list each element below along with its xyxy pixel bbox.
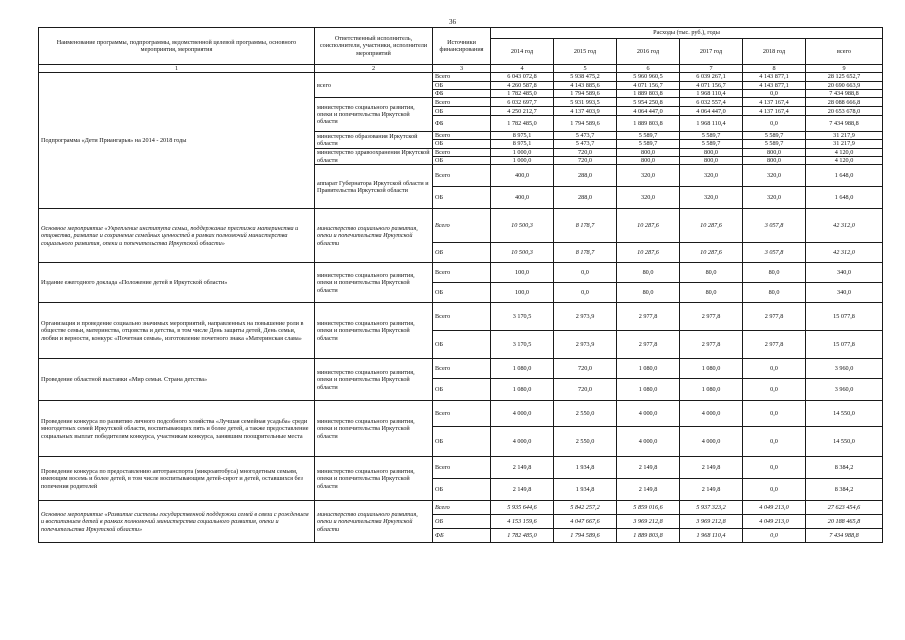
table-row xyxy=(39,303,883,331)
amount-cell: 0,0 xyxy=(743,89,806,97)
amount-cell: 0,0 xyxy=(743,427,806,457)
amount-cell: 6 039 267,1 xyxy=(680,73,743,81)
amount-cell: 720,0 xyxy=(554,379,617,401)
column-index: 3 xyxy=(433,65,491,73)
source-cell: ОБ xyxy=(433,479,491,501)
amount-cell: 6 032 697,7 xyxy=(491,98,554,107)
amount-cell: 0,0 xyxy=(743,116,806,132)
amount-cell: 1 794 589,6 xyxy=(554,116,617,132)
amount-cell: 4 260 587,8 xyxy=(491,81,554,89)
total-cell: 8 384,2 xyxy=(806,479,883,501)
amount-cell: 5 473,7 xyxy=(554,132,617,140)
total-cell: 31 217,9 xyxy=(806,140,883,148)
amount-cell: 0,0 xyxy=(743,457,806,479)
amount-cell: 5 589,7 xyxy=(680,140,743,148)
column-index: 2 xyxy=(315,65,433,73)
table-body xyxy=(39,73,883,543)
amount-cell: 5 589,7 xyxy=(617,132,680,140)
amount-cell: 8 975,1 xyxy=(491,132,554,140)
amount-cell: 4 000,0 xyxy=(617,427,680,457)
amount-cell: 1 782 485,0 xyxy=(491,116,554,132)
amount-cell: 5 473,7 xyxy=(554,140,617,148)
amount-cell: 4 137 167,4 xyxy=(743,107,806,116)
amount-cell: 4 143 885,6 xyxy=(554,81,617,89)
source-cell: ОБ xyxy=(433,331,491,359)
amount-cell: 2 149,8 xyxy=(617,457,680,479)
amount-cell: 4 049 213,0 xyxy=(743,501,806,515)
header-year: 2016 год xyxy=(617,39,680,65)
amount-cell: 80,0 xyxy=(680,263,743,283)
amount-cell: 5 589,7 xyxy=(743,140,806,148)
row-name-cell: Основное мероприятие «Развитие системы государственной поддержки семей в связи с рождением и воспитанием детей в рамках полномочий министерства социального развития, опеки и попечительства Иркутской области» xyxy=(39,501,315,543)
amount-cell: 1 968 110,4 xyxy=(680,89,743,97)
amount-cell: 5 589,7 xyxy=(680,132,743,140)
row-name-cell: Проведение конкурса по развитию личного подсобного хозяйства «Лучшая семейная усадьба» среди многодетных семей Иркутской области, воспитывающих пять и более детей, а также предоставление социальных выплат победителям конкурса, участникам конкурса, занявшим поощрительные места xyxy=(39,401,315,457)
amount-cell: 4 047 667,6 xyxy=(554,515,617,529)
amount-cell: 320,0 xyxy=(743,187,806,209)
column-index: 8 xyxy=(743,65,806,73)
source-cell: Всего xyxy=(433,303,491,331)
total-cell: 14 550,0 xyxy=(806,427,883,457)
amount-cell: 1 080,0 xyxy=(680,379,743,401)
executor-cell: министерство социального развития, опеки и попечительства Иркутской области xyxy=(315,501,433,543)
amount-cell: 1 080,0 xyxy=(491,359,554,379)
header-expenses: Расходы (тыс. руб.), годы xyxy=(491,28,883,39)
amount-cell: 1 968 110,4 xyxy=(680,116,743,132)
executor-cell: министерство социального развития, опеки и попечительства Иркутской области xyxy=(315,303,433,359)
row-name-cell: Основное мероприятие «Укрепление института семьи, поддержание престижа материнства и отцовства, развитие и сохранение семейных ценностей в рамках полномочий министерства социального развития, опеки и попечительства Иркутской области» xyxy=(39,209,315,263)
amount-cell: 1 889 803,8 xyxy=(617,89,680,97)
amount-cell: 6 043 072,8 xyxy=(491,73,554,81)
amount-cell: 100,0 xyxy=(491,283,554,303)
amount-cell: 2 550,0 xyxy=(554,401,617,427)
amount-cell: 10 287,6 xyxy=(617,209,680,243)
table-row xyxy=(39,457,883,479)
column-index: 7 xyxy=(680,65,743,73)
amount-cell: 2 977,8 xyxy=(617,303,680,331)
amount-cell: 5 859 016,6 xyxy=(617,501,680,515)
amount-cell: 720,0 xyxy=(554,148,617,156)
amount-cell: 3 057,8 xyxy=(743,243,806,263)
executor-cell: всего xyxy=(315,73,433,98)
amount-cell: 2 149,8 xyxy=(680,479,743,501)
amount-cell: 4 250 212,7 xyxy=(491,107,554,116)
source-cell: ОБ xyxy=(433,427,491,457)
executor-cell: министерство социального развития, опеки и попечительства Иркутской области xyxy=(315,98,433,132)
amount-cell: 1 934,8 xyxy=(554,457,617,479)
source-cell: Всего xyxy=(433,501,491,515)
executor-cell: министерство социального развития, опеки и попечительства Иркутской области xyxy=(315,457,433,501)
amount-cell: 10 287,6 xyxy=(680,209,743,243)
total-cell: 28 088 666,8 xyxy=(806,98,883,107)
amount-cell: 80,0 xyxy=(743,263,806,283)
amount-cell: 3 969 212,8 xyxy=(680,515,743,529)
amount-cell: 5 954 250,8 xyxy=(617,98,680,107)
source-cell: Всего xyxy=(433,148,491,156)
total-cell: 7 434 988,8 xyxy=(806,89,883,97)
total-cell: 27 623 454,6 xyxy=(806,501,883,515)
amount-cell: 0,0 xyxy=(743,479,806,501)
amount-cell: 320,0 xyxy=(680,165,743,187)
table-row xyxy=(39,401,883,427)
amount-cell: 2 973,9 xyxy=(554,303,617,331)
amount-cell: 8 178,7 xyxy=(554,209,617,243)
amount-cell: 1 782 485,0 xyxy=(491,89,554,97)
amount-cell: 0,0 xyxy=(554,283,617,303)
total-cell: 15 077,8 xyxy=(806,331,883,359)
total-cell: 340,0 xyxy=(806,263,883,283)
table-row xyxy=(39,501,883,515)
total-cell: 15 077,8 xyxy=(806,303,883,331)
total-cell: 7 434 988,8 xyxy=(806,116,883,132)
source-cell: ФБ xyxy=(433,529,491,543)
amount-cell: 2 977,8 xyxy=(680,303,743,331)
total-cell: 4 120,0 xyxy=(806,148,883,156)
executor-cell: министерство здравоохранения Иркутской области xyxy=(315,148,433,165)
amount-cell: 2 550,0 xyxy=(554,427,617,457)
executor-cell: министерство социального развития, опеки и попечительства Иркутской области xyxy=(315,401,433,457)
amount-cell: 320,0 xyxy=(617,165,680,187)
row-name-cell: Издание ежегодного доклада «Положение детей в Иркутской области» xyxy=(39,263,315,303)
total-cell: 4 120,0 xyxy=(806,157,883,165)
source-cell: ОБ xyxy=(433,140,491,148)
amount-cell: 10 287,6 xyxy=(617,243,680,263)
executor-cell: министерство социального развития, опеки и попечительства Иркутской области xyxy=(315,359,433,401)
amount-cell: 3 170,5 xyxy=(491,303,554,331)
amount-cell: 8 975,1 xyxy=(491,140,554,148)
table-row xyxy=(39,359,883,379)
header-executor: Ответственный исполнитель, соисполнители, участники, исполнители мероприятий xyxy=(315,28,433,65)
header-year: 2015 год xyxy=(554,39,617,65)
amount-cell: 2 977,8 xyxy=(743,303,806,331)
amount-cell: 320,0 xyxy=(617,187,680,209)
amount-cell: 5 589,7 xyxy=(743,132,806,140)
executor-cell: министерство социального развития, опеки и попечительства Иркутской области xyxy=(315,263,433,303)
header-year: 2014 год xyxy=(491,39,554,65)
amount-cell: 288,0 xyxy=(554,165,617,187)
table-row xyxy=(39,73,883,81)
executor-cell: министерство образования Иркутской области xyxy=(315,132,433,149)
budget-table xyxy=(38,27,883,543)
amount-cell: 4 000,0 xyxy=(491,401,554,427)
total-cell: 14 550,0 xyxy=(806,401,883,427)
amount-cell: 720,0 xyxy=(554,359,617,379)
total-cell: 1 648,0 xyxy=(806,165,883,187)
amount-cell: 4 064 447,0 xyxy=(680,107,743,116)
amount-cell: 80,0 xyxy=(617,283,680,303)
source-cell: ОБ xyxy=(433,187,491,209)
amount-cell: 400,0 xyxy=(491,165,554,187)
amount-cell: 3 057,8 xyxy=(743,209,806,243)
header-year: 2018 год xyxy=(743,39,806,65)
row-name-cell: Организация и проведение социально значимых мероприятий, направленных на повышение роли в обществе семьи, материнства, отцовства и детства, в том числе День защиты детей, День семьи, любви и верности, конкурс «Почетная семья», изготовление почетного знака «Материнская слава» xyxy=(39,303,315,359)
source-cell: Всего xyxy=(433,209,491,243)
header-total: всего xyxy=(806,39,883,65)
amount-cell: 1 782 485,0 xyxy=(491,529,554,543)
amount-cell: 1 080,0 xyxy=(680,359,743,379)
source-cell: ФБ xyxy=(433,116,491,132)
table-row xyxy=(39,263,883,283)
amount-cell: 4 000,0 xyxy=(680,401,743,427)
amount-cell: 0,0 xyxy=(743,359,806,379)
amount-cell: 80,0 xyxy=(743,283,806,303)
row-name-cell: Проведение областной выставки «Мир семьи. Страна детства» xyxy=(39,359,315,401)
amount-cell: 5 842 257,2 xyxy=(554,501,617,515)
column-index: 5 xyxy=(554,65,617,73)
amount-cell: 800,0 xyxy=(617,157,680,165)
source-cell: ОБ xyxy=(433,157,491,165)
total-cell: 8 384,2 xyxy=(806,457,883,479)
amount-cell: 0,0 xyxy=(743,401,806,427)
amount-cell: 3 170,5 xyxy=(491,331,554,359)
amount-cell: 2 149,8 xyxy=(680,457,743,479)
amount-cell: 4 137 167,4 xyxy=(743,98,806,107)
amount-cell: 0,0 xyxy=(743,529,806,543)
total-cell: 3 960,0 xyxy=(806,359,883,379)
amount-cell: 5 938 475,2 xyxy=(554,73,617,81)
amount-cell: 720,0 xyxy=(554,157,617,165)
amount-cell: 288,0 xyxy=(554,187,617,209)
executor-cell: министерство социального развития, опеки и попечительства Иркутской области xyxy=(315,209,433,263)
source-cell: Всего xyxy=(433,457,491,479)
amount-cell: 3 969 212,8 xyxy=(617,515,680,529)
amount-cell: 2 977,8 xyxy=(617,331,680,359)
source-cell: Всего xyxy=(433,98,491,107)
source-cell: Всего xyxy=(433,165,491,187)
amount-cell: 800,0 xyxy=(743,157,806,165)
amount-cell: 2 149,8 xyxy=(491,457,554,479)
amount-cell: 10 287,6 xyxy=(680,243,743,263)
source-cell: ФБ xyxy=(433,89,491,97)
amount-cell: 4 143 877,1 xyxy=(743,73,806,81)
amount-cell: 1 968 110,4 xyxy=(680,529,743,543)
source-cell: Всего xyxy=(433,73,491,81)
amount-cell: 4 000,0 xyxy=(617,401,680,427)
source-cell: ОБ xyxy=(433,81,491,89)
amount-cell: 800,0 xyxy=(680,148,743,156)
total-cell: 20 653 678,0 xyxy=(806,107,883,116)
amount-cell: 5 589,7 xyxy=(617,140,680,148)
source-cell: ОБ xyxy=(433,243,491,263)
amount-cell: 4 064 447,0 xyxy=(617,107,680,116)
amount-cell: 10 500,3 xyxy=(491,209,554,243)
amount-cell: 320,0 xyxy=(743,165,806,187)
amount-cell: 1 889 803,8 xyxy=(617,529,680,543)
source-cell: Всего xyxy=(433,401,491,427)
amount-cell: 2 977,8 xyxy=(680,331,743,359)
total-cell: 1 648,0 xyxy=(806,187,883,209)
amount-cell: 1 000,0 xyxy=(491,148,554,156)
amount-cell: 5 960 960,5 xyxy=(617,73,680,81)
amount-cell: 4 137 403,9 xyxy=(554,107,617,116)
header-name: Наименование программы, подпрограммы, ведомственной целевой программы, основного мероприятия, мероприятия xyxy=(39,28,315,65)
source-cell: ОБ xyxy=(433,379,491,401)
total-cell: 42 312,0 xyxy=(806,243,883,263)
amount-cell: 0,0 xyxy=(743,379,806,401)
column-index: 9 xyxy=(806,65,883,73)
total-cell: 7 434 988,8 xyxy=(806,529,883,543)
amount-cell: 4 000,0 xyxy=(491,427,554,457)
total-cell: 20 188 465,8 xyxy=(806,515,883,529)
row-name-cell: Проведение конкурса по предоставлению автотранспорта (микроавтобуса) многодетным семьям, имеющим восемь и более детей, в том числе воспитывающим детей-сирот и детей, оставшихся без попечения родителей xyxy=(39,457,315,501)
amount-cell: 1 794 589,6 xyxy=(554,529,617,543)
source-cell: Всего xyxy=(433,263,491,283)
amount-cell: 5 937 323,2 xyxy=(680,501,743,515)
table-row xyxy=(39,209,883,243)
total-cell: 3 960,0 xyxy=(806,379,883,401)
amount-cell: 1 934,8 xyxy=(554,479,617,501)
amount-cell: 800,0 xyxy=(680,157,743,165)
amount-cell: 2 149,8 xyxy=(617,479,680,501)
column-index: 1 xyxy=(39,65,315,73)
amount-cell: 1 080,0 xyxy=(491,379,554,401)
amount-cell: 2 973,9 xyxy=(554,331,617,359)
amount-cell: 100,0 xyxy=(491,263,554,283)
column-index: 4 xyxy=(491,65,554,73)
source-cell: Всего xyxy=(433,132,491,140)
amount-cell: 400,0 xyxy=(491,187,554,209)
total-cell: 340,0 xyxy=(806,283,883,303)
amount-cell: 8 178,7 xyxy=(554,243,617,263)
total-cell: 20 690 663,9 xyxy=(806,81,883,89)
row-name-cell: Подпрограмма «Дети Приангарья» на 2014 - 2018 годы xyxy=(39,73,315,209)
executor-cell: аппарат Губернатора Иркутской области и Правительства Иркутской области xyxy=(315,165,433,209)
total-cell: 28 125 652,7 xyxy=(806,73,883,81)
amount-cell: 1 080,0 xyxy=(617,359,680,379)
amount-cell: 1 000,0 xyxy=(491,157,554,165)
amount-cell: 4 049 213,0 xyxy=(743,515,806,529)
amount-cell: 800,0 xyxy=(617,148,680,156)
header-year: 2017 год xyxy=(680,39,743,65)
total-cell: 31 217,9 xyxy=(806,132,883,140)
amount-cell: 4 071 156,7 xyxy=(617,81,680,89)
amount-cell: 6 032 557,4 xyxy=(680,98,743,107)
source-cell: ОБ xyxy=(433,283,491,303)
amount-cell: 0,0 xyxy=(554,263,617,283)
amount-cell: 1 794 589,6 xyxy=(554,89,617,97)
source-cell: ОБ xyxy=(433,515,491,529)
header-source: Источники финансирования xyxy=(433,28,491,65)
amount-cell: 10 500,3 xyxy=(491,243,554,263)
amount-cell: 2 977,8 xyxy=(743,331,806,359)
amount-cell: 800,0 xyxy=(743,148,806,156)
amount-cell: 2 149,8 xyxy=(491,479,554,501)
page-number: 36 xyxy=(449,18,456,26)
amount-cell: 320,0 xyxy=(680,187,743,209)
source-cell: ОБ xyxy=(433,107,491,116)
amount-cell: 5 931 993,5 xyxy=(554,98,617,107)
amount-cell: 1 080,0 xyxy=(617,379,680,401)
amount-cell: 4 000,0 xyxy=(680,427,743,457)
source-cell: Всего xyxy=(433,359,491,379)
amount-cell: 80,0 xyxy=(617,263,680,283)
total-cell: 42 312,0 xyxy=(806,209,883,243)
column-index: 6 xyxy=(617,65,680,73)
amount-cell: 5 935 644,6 xyxy=(491,501,554,515)
amount-cell: 4 143 877,1 xyxy=(743,81,806,89)
amount-cell: 80,0 xyxy=(680,283,743,303)
amount-cell: 1 889 803,8 xyxy=(617,116,680,132)
amount-cell: 4 153 159,6 xyxy=(491,515,554,529)
amount-cell: 4 071 156,7 xyxy=(680,81,743,89)
